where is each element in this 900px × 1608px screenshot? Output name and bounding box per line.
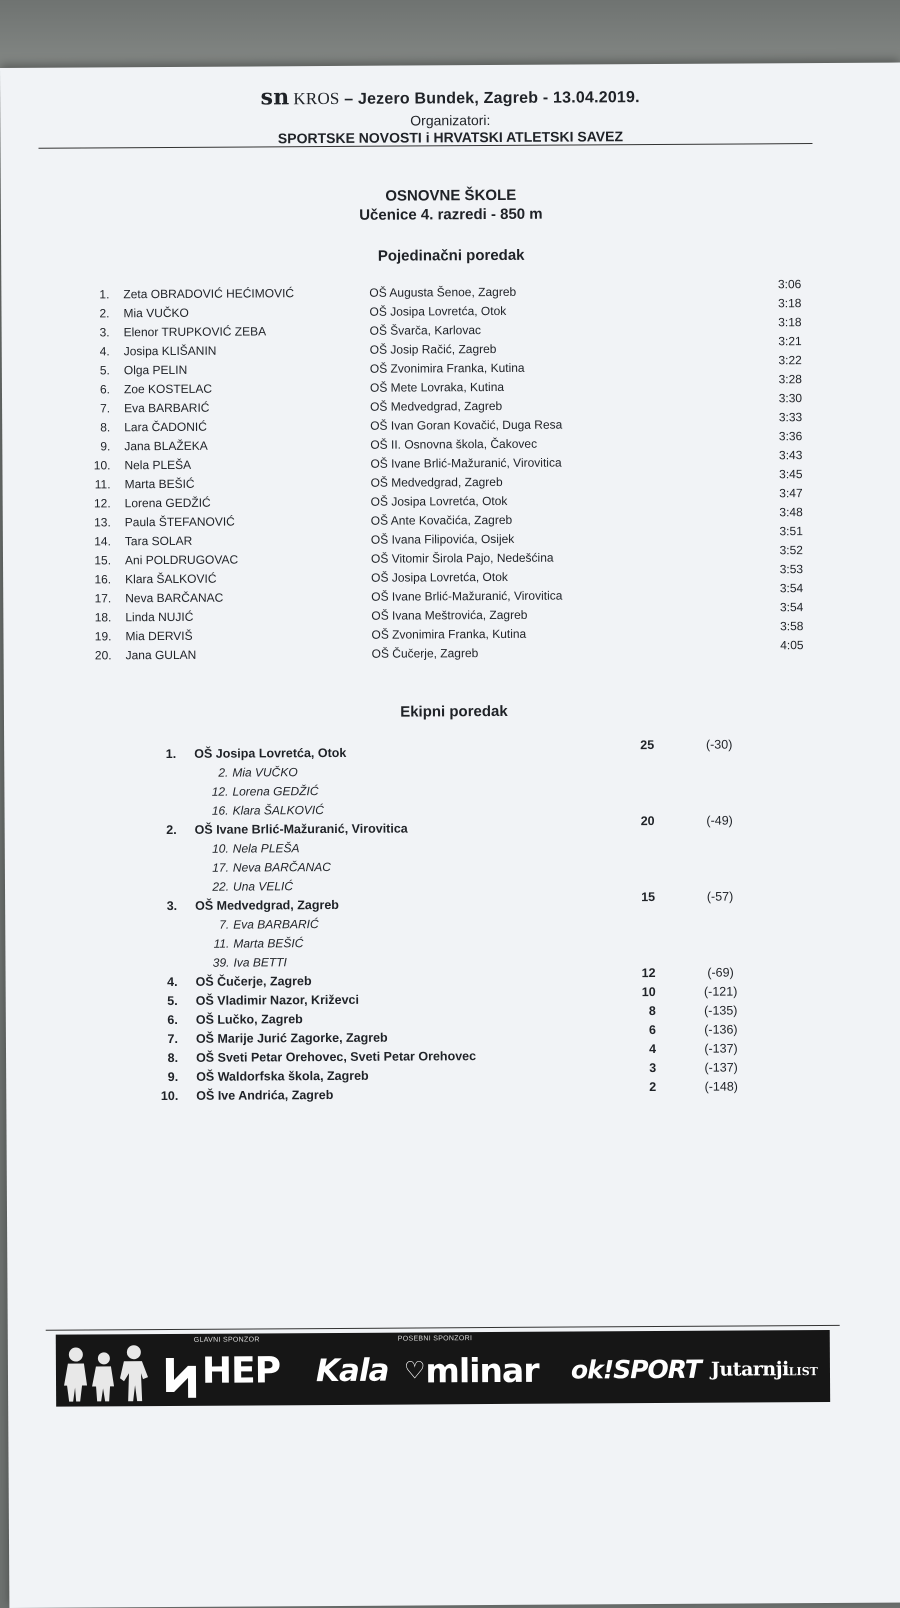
team-row bbox=[145, 813, 785, 842]
result-time: 3:48 bbox=[779, 505, 803, 520]
oksport-logo: ok!SPORT bbox=[570, 1354, 702, 1385]
result-time: 3:18 bbox=[778, 315, 802, 330]
hep-bolt-icon bbox=[164, 1358, 198, 1403]
team-points: 6 bbox=[648, 1023, 656, 1038]
athlete-school: OŠ Josipa Lovretća, Otok bbox=[369, 303, 507, 319]
team-score: (-148) bbox=[704, 1079, 738, 1094]
team-points: 2 bbox=[649, 1080, 657, 1095]
result-time: 3:54 bbox=[779, 600, 804, 615]
member-rank: 11. bbox=[213, 936, 230, 951]
sheet-header bbox=[0, 81, 900, 148]
team-school: OŠ Lučko, Zagreb bbox=[195, 1012, 303, 1027]
result-row bbox=[84, 638, 804, 667]
result-time: 3:51 bbox=[779, 524, 803, 539]
athlete-school: OŠ Josip Račić, Zagreb bbox=[369, 341, 497, 357]
result-time: 3:21 bbox=[778, 334, 802, 349]
special-sponsors-label: POSEBNI SPONZORI bbox=[397, 1335, 473, 1343]
athlete-name: Zoe KOSTELAC bbox=[123, 381, 213, 397]
athlete-school: OŠ Zvonimira Franka, Kutina bbox=[369, 360, 525, 376]
sponsor-bar bbox=[56, 1330, 830, 1407]
team-rank: 7. bbox=[167, 1031, 178, 1046]
jutarnji-list-logo: JutarnjiLIST bbox=[710, 1358, 818, 1381]
result-time: 3:36 bbox=[778, 429, 803, 444]
team-points: 20 bbox=[640, 814, 655, 829]
result-time: 3:53 bbox=[779, 562, 804, 577]
team-rank: 3. bbox=[166, 898, 178, 913]
result-time: 3:58 bbox=[780, 619, 804, 634]
organizers-label: Organizatori: bbox=[410, 112, 491, 129]
athlete-school: OŠ Ivan Goran Kovačić, Duga Resa bbox=[370, 417, 563, 433]
team-points: 3 bbox=[649, 1061, 657, 1076]
team-row bbox=[146, 1079, 786, 1108]
team-rank: 10. bbox=[160, 1088, 179, 1104]
result-rank: 2. bbox=[99, 306, 110, 321]
athlete-name: Neva BARČANAC bbox=[125, 590, 224, 606]
member-name: Iva BETTI bbox=[233, 955, 287, 970]
category-heading bbox=[1, 184, 900, 225]
athlete-name: Jana GULAN bbox=[125, 647, 197, 663]
team-rank: 8. bbox=[167, 1050, 179, 1065]
result-rank: 9. bbox=[100, 439, 111, 454]
athlete-name: Lara ČADONIĆ bbox=[124, 419, 207, 435]
member-name: Neva BARČANAC bbox=[232, 859, 331, 875]
mlinar-logo: ♡mlinar bbox=[403, 1350, 539, 1391]
result-time: 3:22 bbox=[778, 353, 802, 368]
athlete-name: Mia VUČKO bbox=[123, 305, 189, 321]
team-score: (-49) bbox=[706, 813, 733, 828]
athlete-school: OŠ Medvedgrad, Zagreb bbox=[370, 474, 503, 490]
athlete-school: OŠ Vitomir Širola Pajo, Nedešćina bbox=[370, 550, 554, 566]
result-rank: 8. bbox=[100, 420, 111, 435]
result-rank: 7. bbox=[100, 401, 111, 416]
athlete-name: Marta BEŠIĆ bbox=[124, 476, 195, 492]
team-points: 12 bbox=[641, 966, 656, 981]
member-rank: 39. bbox=[212, 955, 230, 970]
athlete-school: OŠ Ante Kovačića, Zagreb bbox=[370, 512, 513, 528]
result-time: 3:06 bbox=[777, 277, 802, 292]
main-sponsor-label: GLAVNI SPONZOR bbox=[193, 1336, 260, 1344]
member-name: Lorena GEDŽIĆ bbox=[232, 784, 319, 799]
team-school: OŠ Čučerje, Zagreb bbox=[195, 974, 312, 989]
team-score: (-69) bbox=[707, 965, 734, 980]
team-points: 8 bbox=[648, 1004, 656, 1019]
athlete-school: OŠ Zvonimira Franka, Kutina bbox=[371, 626, 527, 642]
result-time: 3:28 bbox=[778, 372, 802, 387]
athlete-school: OŠ Ivane Brlić-Mažuranić, Virovitica bbox=[371, 588, 563, 604]
athlete-school: OŠ Ivana Filipovića, Osijek bbox=[370, 531, 515, 547]
athlete-name: Nela PLEŠA bbox=[124, 457, 192, 473]
result-time: 3:43 bbox=[778, 448, 803, 463]
result-rank: 17. bbox=[94, 591, 112, 606]
result-rank: 12. bbox=[93, 496, 111, 511]
member-name: Una VELIĆ bbox=[232, 879, 294, 894]
athlete-name: Olga PELIN bbox=[123, 362, 188, 378]
team-entry bbox=[144, 737, 784, 823]
event-title bbox=[0, 81, 900, 112]
result-time: 3:33 bbox=[778, 410, 803, 425]
result-rank: 3. bbox=[99, 325, 110, 340]
team-results bbox=[144, 737, 786, 1108]
team-rank: 5. bbox=[167, 993, 178, 1008]
result-time: 4:05 bbox=[780, 638, 804, 653]
result-time: 3:45 bbox=[779, 467, 803, 482]
team-school: OŠ Ivane Brlić-Mažuranić, Virovitica bbox=[194, 821, 408, 837]
team-entry bbox=[145, 813, 785, 899]
result-rank: 18. bbox=[94, 610, 112, 625]
athlete-name: Zeta OBRADOVIĆ HEĆIMOVIĆ bbox=[123, 286, 295, 302]
team-score: (-135) bbox=[704, 1003, 738, 1018]
member-rank: 16. bbox=[211, 803, 229, 818]
athlete-name: Linda NUJIĆ bbox=[125, 609, 194, 625]
team-points: 25 bbox=[640, 738, 655, 753]
event-kros: KROS bbox=[293, 88, 340, 109]
team-rank: 9. bbox=[167, 1069, 179, 1084]
result-time: 3:30 bbox=[778, 391, 803, 406]
team-points: 10 bbox=[641, 985, 656, 1000]
team-row bbox=[144, 737, 784, 766]
heart-icon: ♡ bbox=[403, 1356, 425, 1385]
athlete-school: OŠ Medvedgrad, Zagreb bbox=[370, 398, 503, 414]
athlete-name: Josipa KLIŠANIN bbox=[123, 343, 217, 359]
athlete-school: OŠ Josipa Lovretća, Otok bbox=[371, 569, 508, 585]
team-score: (-137) bbox=[704, 1060, 738, 1075]
result-rank: 4. bbox=[99, 344, 110, 359]
member-rank: 12. bbox=[211, 784, 229, 799]
athlete-name: Klara ŠALKOVIĆ bbox=[125, 571, 217, 587]
athlete-school: OŠ II. Osnovna škola, Čakovec bbox=[370, 436, 538, 452]
athlete-name: Mia DERVIŠ bbox=[125, 628, 193, 644]
member-rank: 17. bbox=[212, 860, 229, 875]
result-rank: 10. bbox=[93, 458, 111, 473]
team-row bbox=[145, 889, 785, 918]
athlete-school: OŠ Mete Lovraka, Kutina bbox=[369, 379, 505, 395]
athlete-name: Eva BARBARIĆ bbox=[124, 400, 210, 416]
runners-logo bbox=[62, 1344, 157, 1408]
sn-logo: sn bbox=[260, 84, 290, 111]
member-name: Marta BEŠIĆ bbox=[233, 936, 304, 951]
team-score: (-121) bbox=[703, 984, 738, 999]
organizers: SPORTSKE NOVOSTI i HRVATSKI ATLETSKI SAVEZ bbox=[277, 128, 624, 147]
individual-results bbox=[81, 277, 804, 667]
team-school: OŠ Ive Andrića, Zagreb bbox=[196, 1087, 334, 1103]
athlete-name: Jana BLAŽEKA bbox=[124, 438, 208, 454]
kala-logo: Kala bbox=[315, 1352, 389, 1390]
member-name: Nela PLEŠA bbox=[232, 841, 300, 856]
result-time: 3:54 bbox=[779, 581, 804, 596]
result-time: 3:47 bbox=[779, 486, 803, 501]
athlete-name: Ani POLDRUGOVAC bbox=[124, 552, 239, 568]
team-school: OŠ Josipa Lovretća, Otok bbox=[194, 745, 347, 761]
team-rank: 2. bbox=[166, 822, 177, 837]
team-score: (-57) bbox=[706, 889, 734, 904]
athlete-name: Lorena GEDŽIĆ bbox=[124, 495, 211, 511]
team-entry bbox=[146, 1079, 786, 1108]
result-rank: 6. bbox=[99, 382, 111, 397]
team-school: OŠ Sveti Petar Orehovec, Sveti Petar Orehovec bbox=[196, 1049, 477, 1065]
team-school: OŠ Waldorfska škola, Zagreb bbox=[196, 1068, 369, 1084]
result-rank: 1. bbox=[99, 287, 110, 302]
team-school: OŠ Marije Jurić Zagorke, Zagreb bbox=[195, 1030, 388, 1046]
result-rank: 5. bbox=[99, 363, 110, 378]
member-name: Eva BARBARIĆ bbox=[233, 917, 319, 932]
team-title: Ekipni poredak bbox=[400, 702, 508, 721]
result-rank: 11. bbox=[94, 477, 111, 492]
hep-logo: HEP bbox=[201, 1350, 281, 1392]
result-rank: 16. bbox=[94, 572, 112, 587]
member-rank: 10. bbox=[212, 841, 229, 856]
member-rank: 7. bbox=[219, 917, 230, 932]
result-time: 3:52 bbox=[779, 543, 804, 558]
athlete-school: OŠ Josipa Lovretća, Otok bbox=[370, 493, 508, 509]
result-rank: 13. bbox=[94, 515, 111, 530]
athlete-school: OŠ Augusta Šenoe, Zagreb bbox=[369, 284, 517, 300]
athlete-school: OŠ Ivane Brlić-Mažuranić, Virovitica bbox=[370, 455, 562, 471]
result-rank: 20. bbox=[94, 648, 112, 663]
team-rank: 4. bbox=[167, 974, 178, 989]
athlete-name: Tara SOLAR bbox=[124, 533, 193, 549]
individual-title: Pojedinačni poredak bbox=[377, 246, 525, 265]
event-location-date: – Jezero Bundek, Zagreb - 13.04.2019. bbox=[344, 89, 640, 108]
athlete-school: OŠ Švarča, Karlovac bbox=[369, 323, 482, 338]
team-score: (-137) bbox=[704, 1041, 738, 1056]
team-rank: 6. bbox=[167, 1012, 178, 1027]
team-school: OŠ Medvedgrad, Zagreb bbox=[195, 897, 339, 913]
athlete-school: OŠ Ivana Meštrovića, Zagreb bbox=[371, 607, 528, 623]
team-school: OŠ Vladimir Nazor, Križevci bbox=[195, 992, 360, 1008]
team-score: (-136) bbox=[704, 1022, 738, 1037]
team-score: (-30) bbox=[705, 737, 733, 752]
category-title: OSNOVNE ŠKOLE bbox=[385, 186, 517, 205]
member-name: Mia VUČKO bbox=[232, 765, 298, 780]
team-points: 4 bbox=[649, 1042, 657, 1057]
team-rank: 1. bbox=[165, 746, 177, 762]
athlete-name: Elenor TRUPKOVIĆ ZEBA bbox=[123, 324, 267, 340]
result-rank: 19. bbox=[94, 629, 112, 644]
team-points: 15 bbox=[641, 890, 656, 905]
member-rank: 22. bbox=[212, 879, 230, 894]
athlete-name: Paula ŠTEFANOVIĆ bbox=[124, 514, 235, 530]
category-subtitle: Učenice 4. razredi - 850 m bbox=[359, 205, 543, 224]
result-rank: 14. bbox=[94, 534, 111, 549]
member-rank: 2. bbox=[218, 765, 229, 780]
team-entry bbox=[145, 889, 785, 975]
result-time: 3:18 bbox=[778, 296, 802, 311]
athlete-school: OŠ Čučerje, Zagreb bbox=[371, 646, 479, 661]
member-name: Klara ŠALKOVIĆ bbox=[232, 803, 324, 818]
result-rank: 15. bbox=[94, 553, 112, 568]
results-sheet bbox=[0, 63, 900, 1608]
